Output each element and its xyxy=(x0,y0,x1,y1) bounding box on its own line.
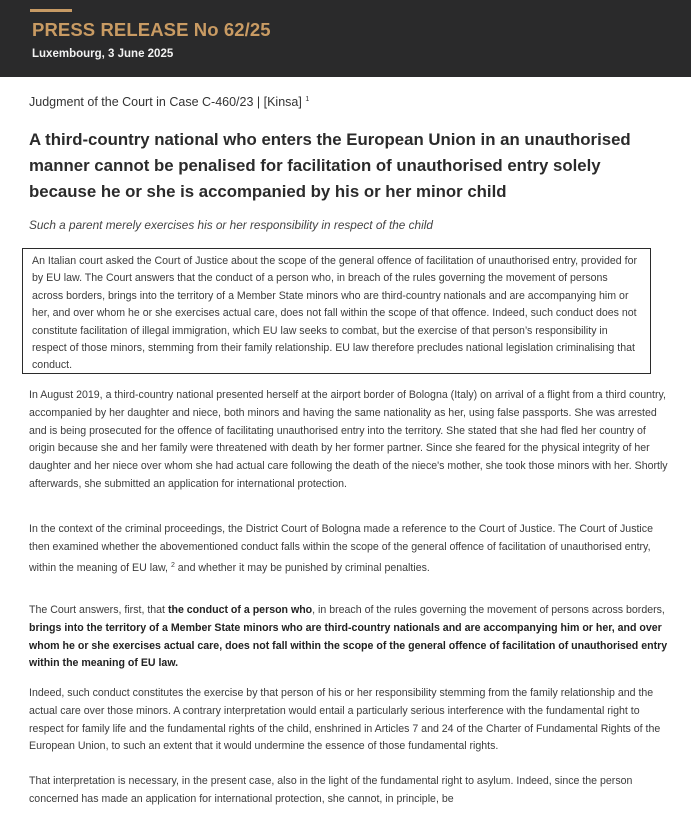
paragraph-reference xyxy=(29,521,669,577)
paragraph-text: and whether it may be punished by criminal penalties. xyxy=(174,561,430,574)
summary-box: An Italian court asked the Court of Justice about the scope of the general offence of facilitation of unauthorised entry, provided for by EU law. The Court answers that the conduct of a person who, in breach of the rules governing the movement of persons across borders, brings into the territory of a Member State minors who are third-country nationals and are accompanying him or her, and over whom he or she exercises actual care, does not fall within the scope of that offence. Indeed, such conduct does not constitute facilitation of illegal immigration, which EU law seeks to combat, but the exercise of that person’s responsibility in respect of those minors, stemming from their family relationship. EU law therefore precludes national legislation criminalising that conduct. xyxy=(22,248,651,374)
place-and-date: Luxembourg, 3 June 2025 xyxy=(32,48,174,60)
press-release-title: PRESS RELEASE No 62/25 xyxy=(32,19,271,40)
accent-line xyxy=(30,9,72,12)
paragraph-text: The Court answers, first, that xyxy=(29,604,168,616)
paragraph-facts: In August 2019, a third-country national presented herself at the airport border of Bologna (Italy) on arrival of a flight from a third country, accompanied by her daughter and niece, both minors and having the same nationality as her, using false passports. She was arrested and is being prosecuted for the offence of facilitating unauthorised entry into the territory. She stated that she had fled her country of origin because she and her family were threatened with death by her former partner. Since she feared for the physical integrity of her daughter and her niece over whom she had actual care following the death of the niece's mother, she took those minors with her. Shortly afterwards, she submitted an application for international protection. xyxy=(29,389,668,490)
footnote-marker-2[interactable]: 2 xyxy=(170,561,175,569)
paragraph-court-answer xyxy=(29,602,669,673)
subtitle: Such a parent merely exercises his or her responsibility in respect of the child xyxy=(29,218,433,232)
bold-text: the conduct of a person who xyxy=(167,604,313,616)
paragraph-text: , in breach of the rules governing the movement of persons across borders, xyxy=(312,604,665,616)
footnote-marker-1[interactable]: 1 xyxy=(305,96,310,103)
paragraph-reasoning: Indeed, such conduct constitutes the exercise by that person of his or her responsibility stemming from the family relationship and the actual care over those minors. A contrary interpretation would entail a particularly serious interference with the fundamental right to respect for family life and the fundamental rights of the child, enshrined in Articles 7 and 24 of the Charter of Fundamental Rights of the European Union, to such an extent that it would undermine the essence of those fundamental rights. xyxy=(29,687,661,753)
paragraph-asylum: That interpretation is necessary, in the present case, also in the light of the fundamental right to asylum. Indeed, since the person concerned has made an application for international protection, she cannot, in principle, be xyxy=(29,775,633,805)
case-reference-text: Judgment of the Court in Case C-460/23 | [Kinsa] xyxy=(29,95,302,109)
paragraph-text: In the context of the criminal proceedings, the District Court of Bologna made a reference to the Court of Justice. The Court of Justice then examined whether the abovementioned conduct falls within the scope of the general offence of facilitation of unauthorised entry, within the meaning of EU law, xyxy=(29,523,653,574)
headline: A third-country national who enters the European Union in an unauthorised manner cannot be penalised for facilitation of unauthorised entry solely because he or she is accompanied by his or her minor child xyxy=(29,130,631,201)
press-release-header xyxy=(0,0,691,77)
bold-text: brings into the territory of a Member State minors who are third-country nationals and are accompanying him or her, and over whom he or she exercises actual care, does not fall within the scope of the general offence of facilitation of unauthorised entry within the meaning of EU law. xyxy=(29,621,668,670)
case-reference xyxy=(29,95,309,109)
